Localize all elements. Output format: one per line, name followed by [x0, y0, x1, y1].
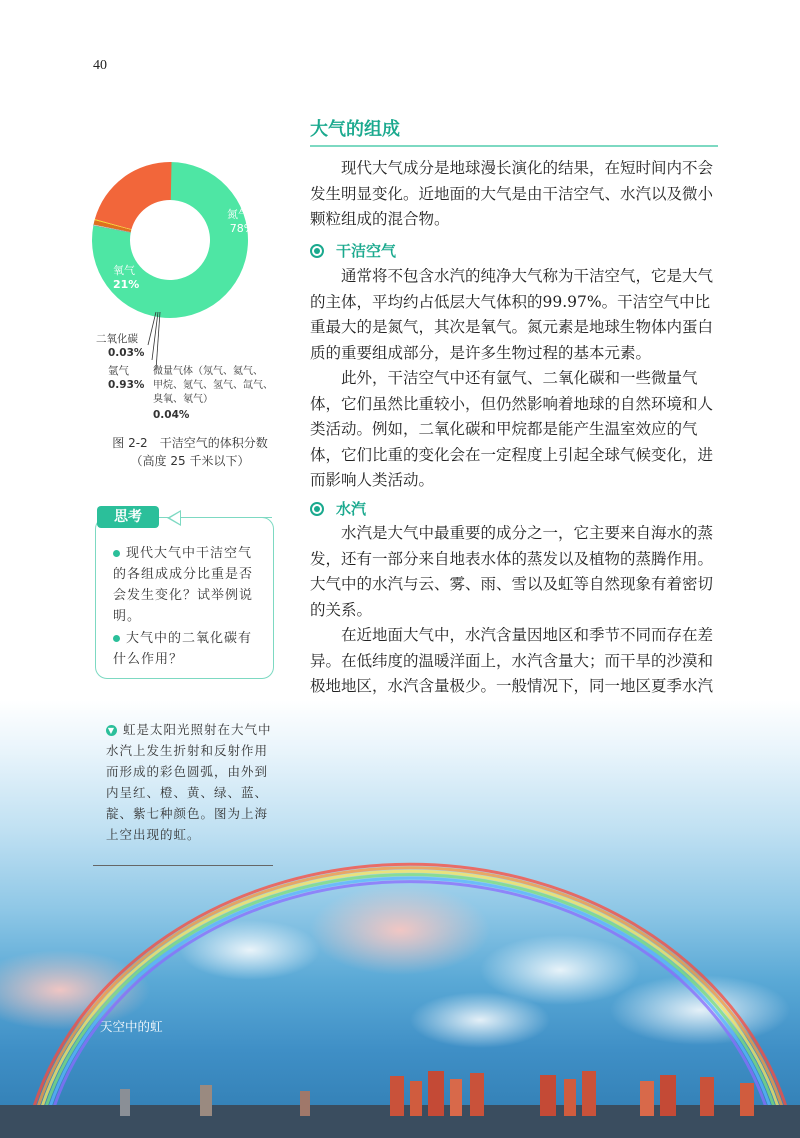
- caption-rule: [93, 865, 273, 866]
- think-question-2-text: 大气中的二氧化碳有什么作用？: [113, 631, 253, 667]
- oxygen-label: 氧气: [113, 264, 135, 277]
- figure-caption: 图 2-2 干洁空气的体积分数: [112, 436, 268, 450]
- oxygen-value: 21%: [113, 278, 140, 291]
- target-ring-icon: [310, 502, 324, 516]
- figure-caption-note: （高度 25 千米以下）: [130, 454, 250, 468]
- dry-air-heading-label: 干洁空气: [336, 242, 397, 260]
- photo-label: 天空中的虹: [100, 1019, 163, 1034]
- page-number: 40: [93, 58, 107, 73]
- trace-value: 0.04%: [153, 409, 190, 421]
- nitrogen-value: 78%: [229, 222, 255, 235]
- water-vapor-heading: [310, 498, 366, 519]
- cloud: [410, 992, 550, 1048]
- argon-value: 0.93%: [108, 379, 145, 391]
- trace-detail-line-2: 甲烷、氪气、氢气、氙气、: [153, 380, 273, 391]
- water-vapor-heading-label: 水汽: [336, 500, 367, 518]
- city-skyline: [0, 1071, 800, 1138]
- think-question-1-text: 现代大气中干洁空气的各组成成分比重是否会发生变化？试举例说明。: [113, 546, 254, 624]
- dry-air-paragraph-2: 此外，干洁空气中还有氩气、二氧化碳和一些微量气体，它们虽然比重较小，但仍然影响着地球的自然环境和人类活动。例如，二氧化碳和甲烷都是能产生温室效应的气体，它们比重的变化会在一定程度上引起全球气候变化，进而影响人类活动。: [310, 369, 714, 489]
- think-box-top-line: [182, 517, 272, 518]
- argon-label: 氩气: [108, 365, 129, 377]
- section-title: 大气的组成: [310, 119, 400, 140]
- nitrogen-label: 氮气: [227, 208, 249, 221]
- target-ring-icon: [310, 244, 324, 258]
- think-tag: 思考: [97, 506, 159, 528]
- rainbow-caption-text: 虹是太阳光照射在大气中水汽上发生折射和反射作用而形成的彩色圆弧，由外到内呈红、橙、黄、绿、蓝、靛、紫七种颜色。图为上海上空出现的虹。: [106, 722, 272, 842]
- water-vapor-paragraph-1: 水汽是大气中最重要的成分之一，它主要来自海水的蒸发，还有一部分来自地表水体的蒸发以及植物的蒸腾作用。大气中的水汽与云、雾、雨、雪以及虹等自然现象有着密切的关系。: [310, 524, 714, 619]
- trace-detail-line-1: 微量气体（氖气、氦气、: [153, 366, 263, 377]
- think-arrow-icon: [167, 510, 181, 526]
- co2-value: 0.03%: [108, 347, 145, 359]
- down-arrow-icon: ▼: [107, 726, 116, 735]
- bullet-icon: [113, 550, 120, 557]
- trace-detail-line-3: 臭氧、氡气）: [153, 394, 213, 405]
- intro-paragraph: 现代大气成分是地球漫长演化的结果，在短时间内不会发生明显变化。近地面的大气是由干洁空气、水汽以及微小颗粒组成的混合物。: [310, 159, 714, 228]
- title-rule: [310, 145, 718, 147]
- water-vapor-paragraph-2: 在近地面大气中，水汽含量因地区和季节不同而存在差异。在低纬度的温暖洋面上，水汽含量大；而干旱的沙漠和极地地区，水汽含量极少。一般情况下，同一地区夏季水汽: [310, 626, 714, 695]
- think-question-2: [113, 628, 263, 670]
- rainbow-caption: [106, 719, 276, 845]
- think-question-1: [113, 543, 263, 627]
- oxygen-slice: [95, 162, 172, 229]
- dry-air-paragraph-1: 通常将不包含水汽的纯净大气称为干洁空气，它是大气的主体，平均约占低层大气体积的99.97%。干洁空气中比重最大的是氮气，其次是氧气。氮元素是地球生物体内蛋白质的重要组成部分，是许多生物过程的基本元素。: [310, 267, 714, 362]
- dry-air-composition-chart: [80, 150, 300, 430]
- co2-label: 二氧化碳: [96, 333, 138, 345]
- dry-air-heading: [310, 240, 396, 261]
- bullet-icon: [113, 635, 120, 642]
- cloud: [310, 885, 490, 975]
